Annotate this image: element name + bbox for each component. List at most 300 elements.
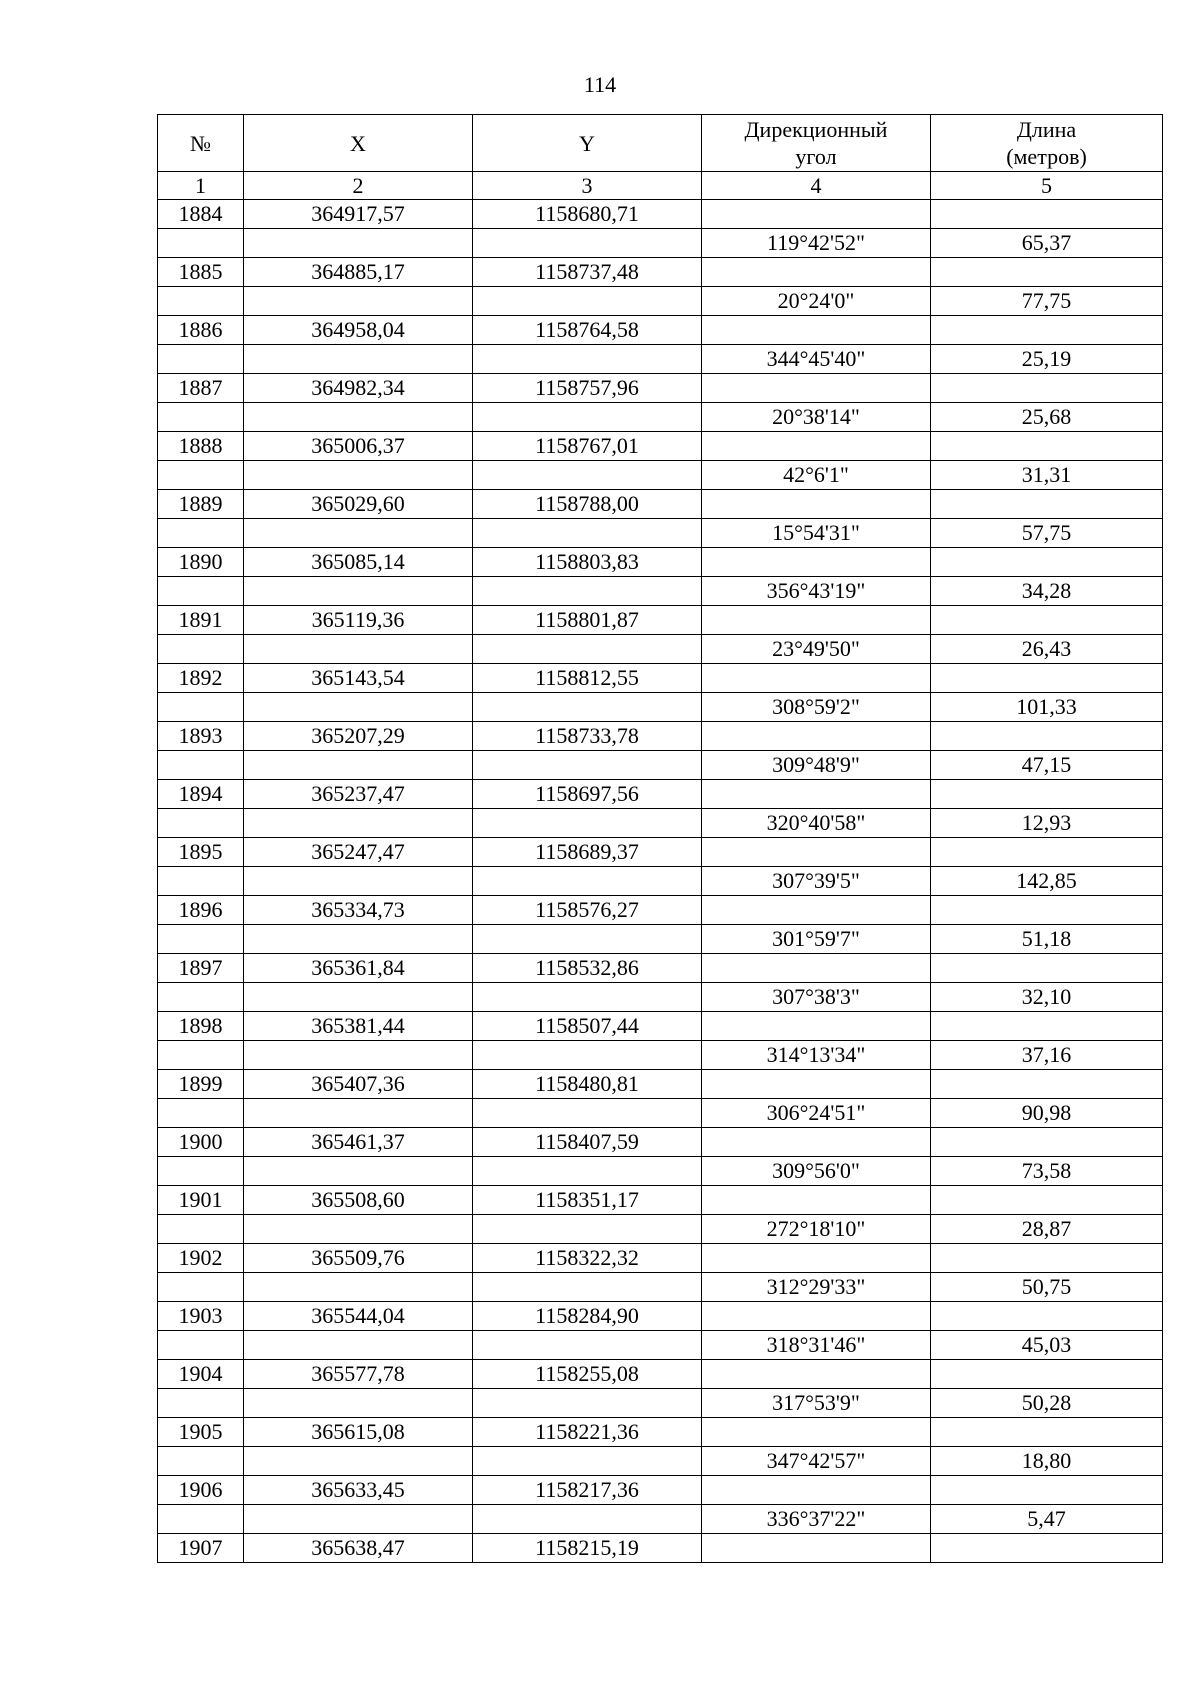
cell-x: 365544,04 xyxy=(244,1302,473,1331)
cell-x xyxy=(244,1331,473,1360)
cell-length: 37,16 xyxy=(931,1041,1163,1070)
cell-length xyxy=(931,1534,1163,1563)
cell-y: 1158801,87 xyxy=(473,606,702,635)
cell-point-number xyxy=(158,1215,244,1244)
table-row xyxy=(158,896,1163,925)
cell-point-number: 1897 xyxy=(158,954,244,983)
cell-direction-angle xyxy=(702,1244,931,1273)
cell-length xyxy=(931,200,1163,229)
cell-point-number: 1889 xyxy=(158,490,244,519)
table-row xyxy=(158,577,1163,606)
cell-x: 365615,08 xyxy=(244,1418,473,1447)
cell-direction-angle: 347°42'57" xyxy=(702,1447,931,1476)
cell-y xyxy=(473,925,702,954)
table-row xyxy=(158,1244,1163,1273)
cell-point-number: 1905 xyxy=(158,1418,244,1447)
cell-x: 365143,54 xyxy=(244,664,473,693)
cell-y: 1158788,00 xyxy=(473,490,702,519)
table-row xyxy=(158,693,1163,722)
table-row xyxy=(158,548,1163,577)
table-row xyxy=(158,374,1163,403)
cell-point-number: 1904 xyxy=(158,1360,244,1389)
cell-y: 1158697,56 xyxy=(473,780,702,809)
cell-point-number: 1894 xyxy=(158,780,244,809)
header-direction-angle-line2: угол xyxy=(795,144,837,169)
cell-x: 365508,60 xyxy=(244,1186,473,1215)
table-row xyxy=(158,432,1163,461)
cell-y xyxy=(473,1505,702,1534)
cell-x: 365577,78 xyxy=(244,1360,473,1389)
cell-length xyxy=(931,316,1163,345)
cell-point-number xyxy=(158,229,244,258)
cell-x xyxy=(244,693,473,722)
cell-x xyxy=(244,983,473,1012)
cell-direction-angle xyxy=(702,1302,931,1331)
table-row xyxy=(158,200,1163,229)
cell-direction-angle: 320°40'58" xyxy=(702,809,931,838)
cell-direction-angle: 344°45'40" xyxy=(702,345,931,374)
header-length xyxy=(931,115,1163,172)
cell-point-number: 1887 xyxy=(158,374,244,403)
table-row xyxy=(158,1128,1163,1157)
cell-direction-angle: 317°53'9" xyxy=(702,1389,931,1418)
cell-y xyxy=(473,403,702,432)
cell-point-number: 1900 xyxy=(158,1128,244,1157)
cell-x: 365207,29 xyxy=(244,722,473,751)
cell-y: 1158407,59 xyxy=(473,1128,702,1157)
cell-y: 1158221,36 xyxy=(473,1418,702,1447)
cell-length xyxy=(931,432,1163,461)
cell-direction-angle: 309°56'0" xyxy=(702,1157,931,1186)
table-row xyxy=(158,1418,1163,1447)
cell-x: 365633,45 xyxy=(244,1476,473,1505)
cell-y xyxy=(473,1215,702,1244)
cell-direction-angle xyxy=(702,780,931,809)
table-row xyxy=(158,954,1163,983)
cell-y xyxy=(473,519,702,548)
cell-length: 90,98 xyxy=(931,1099,1163,1128)
cell-direction-angle xyxy=(702,664,931,693)
cell-point-number xyxy=(158,461,244,490)
cell-y: 1158351,17 xyxy=(473,1186,702,1215)
cell-y xyxy=(473,635,702,664)
table-row xyxy=(158,1012,1163,1041)
table-row xyxy=(158,461,1163,490)
cell-x: 365119,36 xyxy=(244,606,473,635)
cell-direction-angle xyxy=(702,1360,931,1389)
cell-x: 365247,47 xyxy=(244,838,473,867)
table-row xyxy=(158,867,1163,896)
table-row xyxy=(158,1273,1163,1302)
cell-y xyxy=(473,577,702,606)
cell-point-number xyxy=(158,809,244,838)
cell-length xyxy=(931,1128,1163,1157)
cell-x: 365381,44 xyxy=(244,1012,473,1041)
cell-direction-angle: 312°29'33" xyxy=(702,1273,931,1302)
cell-direction-angle: 119°42'52" xyxy=(702,229,931,258)
table-row xyxy=(158,1099,1163,1128)
table-row xyxy=(158,1360,1163,1389)
cell-point-number: 1885 xyxy=(158,258,244,287)
page-number: 114 xyxy=(583,72,617,97)
header-row xyxy=(158,115,1163,172)
cell-direction-angle xyxy=(702,954,931,983)
cell-length: 45,03 xyxy=(931,1331,1163,1360)
cell-x xyxy=(244,577,473,606)
table-row xyxy=(158,229,1163,258)
cell-y: 1158284,90 xyxy=(473,1302,702,1331)
cell-direction-angle xyxy=(702,1186,931,1215)
cell-x: 365334,73 xyxy=(244,896,473,925)
cell-x xyxy=(244,1099,473,1128)
table-row xyxy=(158,606,1163,635)
cell-point-number xyxy=(158,635,244,664)
cell-y xyxy=(473,1447,702,1476)
table-row xyxy=(158,490,1163,519)
cell-direction-angle xyxy=(702,374,931,403)
cell-length: 77,75 xyxy=(931,287,1163,316)
cell-direction-angle: 309°48'9" xyxy=(702,751,931,780)
cell-x: 365006,37 xyxy=(244,432,473,461)
header-x: X xyxy=(244,115,473,172)
cell-x xyxy=(244,635,473,664)
table-row xyxy=(158,1215,1163,1244)
cell-x: 365461,37 xyxy=(244,1128,473,1157)
cell-length xyxy=(931,606,1163,635)
cell-length xyxy=(931,664,1163,693)
table-row xyxy=(158,809,1163,838)
table-row xyxy=(158,1389,1163,1418)
cell-direction-angle xyxy=(702,838,931,867)
table-row xyxy=(158,519,1163,548)
cell-y xyxy=(473,461,702,490)
cell-length: 57,75 xyxy=(931,519,1163,548)
cell-direction-angle xyxy=(702,432,931,461)
cell-y: 1158764,58 xyxy=(473,316,702,345)
cell-x: 365361,84 xyxy=(244,954,473,983)
cell-direction-angle: 306°24'51" xyxy=(702,1099,931,1128)
cell-point-number: 1890 xyxy=(158,548,244,577)
header-direction-angle xyxy=(702,115,931,172)
cell-x xyxy=(244,519,473,548)
cell-direction-angle xyxy=(702,548,931,577)
cell-point-number: 1893 xyxy=(158,722,244,751)
cell-length: 25,19 xyxy=(931,345,1163,374)
cell-x: 364982,34 xyxy=(244,374,473,403)
cell-direction-angle: 23°49'50" xyxy=(702,635,931,664)
column-number: 4 xyxy=(702,172,931,200)
cell-point-number xyxy=(158,867,244,896)
cell-y xyxy=(473,867,702,896)
cell-point-number xyxy=(158,519,244,548)
cell-direction-angle: 42°6'1" xyxy=(702,461,931,490)
table-row xyxy=(158,403,1163,432)
table-row xyxy=(158,345,1163,374)
column-number: 3 xyxy=(473,172,702,200)
cell-length: 50,28 xyxy=(931,1389,1163,1418)
table-row xyxy=(158,1534,1163,1563)
cell-length: 28,87 xyxy=(931,1215,1163,1244)
cell-x: 365085,14 xyxy=(244,548,473,577)
cell-length xyxy=(931,1012,1163,1041)
cell-length xyxy=(931,1186,1163,1215)
cell-point-number: 1892 xyxy=(158,664,244,693)
table-row xyxy=(158,925,1163,954)
cell-direction-angle xyxy=(702,606,931,635)
cell-y xyxy=(473,751,702,780)
cell-y xyxy=(473,983,702,1012)
cell-x xyxy=(244,229,473,258)
cell-point-number: 1907 xyxy=(158,1534,244,1563)
cell-length: 73,58 xyxy=(931,1157,1163,1186)
cell-x xyxy=(244,809,473,838)
header-length-line1: Длина xyxy=(1016,117,1077,142)
cell-x xyxy=(244,1505,473,1534)
cell-point-number xyxy=(158,1041,244,1070)
cell-direction-angle xyxy=(702,258,931,287)
cell-y: 1158767,01 xyxy=(473,432,702,461)
cell-length: 51,18 xyxy=(931,925,1163,954)
cell-length: 50,75 xyxy=(931,1273,1163,1302)
cell-y: 1158757,96 xyxy=(473,374,702,403)
cell-x xyxy=(244,287,473,316)
cell-point-number xyxy=(158,983,244,1012)
cell-direction-angle: 318°31'46" xyxy=(702,1331,931,1360)
table-row xyxy=(158,1476,1163,1505)
cell-y xyxy=(473,1157,702,1186)
cell-point-number: 1895 xyxy=(158,838,244,867)
cell-point-number xyxy=(158,1389,244,1418)
cell-point-number xyxy=(158,287,244,316)
coordinates-table xyxy=(157,114,1163,1563)
cell-y: 1158480,81 xyxy=(473,1070,702,1099)
cell-y xyxy=(473,1389,702,1418)
cell-point-number xyxy=(158,403,244,432)
cell-x xyxy=(244,925,473,954)
table-row xyxy=(158,1302,1163,1331)
cell-length: 47,15 xyxy=(931,751,1163,780)
cell-direction-angle: 356°43'19" xyxy=(702,577,931,606)
cell-y xyxy=(473,693,702,722)
cell-y: 1158803,83 xyxy=(473,548,702,577)
cell-x: 365407,36 xyxy=(244,1070,473,1099)
cell-direction-angle xyxy=(702,1128,931,1157)
table-row xyxy=(158,983,1163,1012)
cell-length: 65,37 xyxy=(931,229,1163,258)
table-row xyxy=(158,258,1163,287)
cell-point-number xyxy=(158,1447,244,1476)
cell-x xyxy=(244,403,473,432)
cell-y: 1158255,08 xyxy=(473,1360,702,1389)
cell-y: 1158680,71 xyxy=(473,200,702,229)
cell-length: 25,68 xyxy=(931,403,1163,432)
cell-y xyxy=(473,287,702,316)
cell-y: 1158812,55 xyxy=(473,664,702,693)
cell-length xyxy=(931,548,1163,577)
cell-x xyxy=(244,1157,473,1186)
cell-y: 1158689,37 xyxy=(473,838,702,867)
cell-length xyxy=(931,1070,1163,1099)
cell-direction-angle xyxy=(702,490,931,519)
cell-x xyxy=(244,1389,473,1418)
table-row xyxy=(158,1447,1163,1476)
cell-y xyxy=(473,1099,702,1128)
cell-point-number: 1903 xyxy=(158,1302,244,1331)
cell-y: 1158215,19 xyxy=(473,1534,702,1563)
cell-y xyxy=(473,229,702,258)
cell-x xyxy=(244,1273,473,1302)
cell-y xyxy=(473,1331,702,1360)
cell-length: 31,31 xyxy=(931,461,1163,490)
cell-point-number: 1896 xyxy=(158,896,244,925)
cell-y: 1158217,36 xyxy=(473,1476,702,1505)
table-row xyxy=(158,1186,1163,1215)
cell-point-number xyxy=(158,1099,244,1128)
table-row xyxy=(158,1070,1163,1099)
cell-y xyxy=(473,1041,702,1070)
cell-y xyxy=(473,345,702,374)
cell-length: 26,43 xyxy=(931,635,1163,664)
cell-x: 365638,47 xyxy=(244,1534,473,1563)
cell-point-number xyxy=(158,345,244,374)
cell-x: 365029,60 xyxy=(244,490,473,519)
table-row xyxy=(158,1041,1163,1070)
cell-length xyxy=(931,1476,1163,1505)
table-row xyxy=(158,751,1163,780)
table-header xyxy=(158,115,1163,200)
table-body xyxy=(158,200,1163,1563)
cell-x: 364885,17 xyxy=(244,258,473,287)
cell-x xyxy=(244,345,473,374)
cell-y xyxy=(473,809,702,838)
cell-direction-angle xyxy=(702,1070,931,1099)
cell-point-number xyxy=(158,1331,244,1360)
cell-x xyxy=(244,751,473,780)
cell-length: 5,47 xyxy=(931,1505,1163,1534)
table-row xyxy=(158,1331,1163,1360)
cell-length: 34,28 xyxy=(931,577,1163,606)
table-row xyxy=(158,1505,1163,1534)
cell-length xyxy=(931,374,1163,403)
cell-length xyxy=(931,1418,1163,1447)
cell-point-number xyxy=(158,1273,244,1302)
cell-point-number xyxy=(158,925,244,954)
cell-direction-angle xyxy=(702,1012,931,1041)
table-row xyxy=(158,838,1163,867)
cell-length xyxy=(931,258,1163,287)
header-number: № xyxy=(158,115,244,172)
cell-x: 365237,47 xyxy=(244,780,473,809)
cell-point-number: 1884 xyxy=(158,200,244,229)
cell-length xyxy=(931,1302,1163,1331)
cell-length xyxy=(931,954,1163,983)
cell-length xyxy=(931,1360,1163,1389)
cell-direction-angle xyxy=(702,316,931,345)
header-y: Y xyxy=(473,115,702,172)
column-number: 5 xyxy=(931,172,1163,200)
cell-x: 364958,04 xyxy=(244,316,473,345)
cell-length xyxy=(931,490,1163,519)
cell-y xyxy=(473,1273,702,1302)
table-row xyxy=(158,664,1163,693)
cell-y: 1158507,44 xyxy=(473,1012,702,1041)
cell-y: 1158733,78 xyxy=(473,722,702,751)
cell-direction-angle: 307°39'5" xyxy=(702,867,931,896)
cell-point-number: 1901 xyxy=(158,1186,244,1215)
cell-direction-angle: 20°24'0" xyxy=(702,287,931,316)
cell-direction-angle: 301°59'7" xyxy=(702,925,931,954)
cell-point-number: 1886 xyxy=(158,316,244,345)
cell-direction-angle xyxy=(702,1418,931,1447)
cell-x xyxy=(244,1215,473,1244)
cell-point-number: 1906 xyxy=(158,1476,244,1505)
cell-direction-angle: 15°54'31" xyxy=(702,519,931,548)
cell-point-number: 1899 xyxy=(158,1070,244,1099)
cell-direction-angle: 307°38'3" xyxy=(702,983,931,1012)
cell-direction-angle: 314°13'34" xyxy=(702,1041,931,1070)
cell-x xyxy=(244,867,473,896)
cell-length: 101,33 xyxy=(931,693,1163,722)
cell-y: 1158532,86 xyxy=(473,954,702,983)
cell-x: 365509,76 xyxy=(244,1244,473,1273)
cell-point-number xyxy=(158,751,244,780)
cell-x xyxy=(244,1041,473,1070)
cell-direction-angle xyxy=(702,1476,931,1505)
cell-y: 1158737,48 xyxy=(473,258,702,287)
cell-direction-angle: 308°59'2" xyxy=(702,693,931,722)
cell-y: 1158576,27 xyxy=(473,896,702,925)
cell-point-number: 1898 xyxy=(158,1012,244,1041)
column-number: 1 xyxy=(158,172,244,200)
cell-length: 32,10 xyxy=(931,983,1163,1012)
table-row xyxy=(158,722,1163,751)
table-row xyxy=(158,316,1163,345)
cell-length xyxy=(931,1244,1163,1273)
cell-length: 142,85 xyxy=(931,867,1163,896)
cell-direction-angle xyxy=(702,896,931,925)
cell-length xyxy=(931,722,1163,751)
cell-length: 18,80 xyxy=(931,1447,1163,1476)
cell-point-number: 1888 xyxy=(158,432,244,461)
cell-point-number xyxy=(158,693,244,722)
column-number-row xyxy=(158,172,1163,200)
cell-y: 1158322,32 xyxy=(473,1244,702,1273)
cell-direction-angle xyxy=(702,1534,931,1563)
table-row xyxy=(158,287,1163,316)
table-row xyxy=(158,1157,1163,1186)
cell-point-number: 1891 xyxy=(158,606,244,635)
cell-direction-angle xyxy=(702,200,931,229)
cell-point-number xyxy=(158,1505,244,1534)
cell-x: 364917,57 xyxy=(244,200,473,229)
cell-length: 12,93 xyxy=(931,809,1163,838)
cell-x xyxy=(244,461,473,490)
cell-point-number xyxy=(158,1157,244,1186)
cell-length xyxy=(931,780,1163,809)
table-row xyxy=(158,780,1163,809)
column-number: 2 xyxy=(244,172,473,200)
cell-point-number: 1902 xyxy=(158,1244,244,1273)
cell-x xyxy=(244,1447,473,1476)
cell-direction-angle: 272°18'10" xyxy=(702,1215,931,1244)
cell-length xyxy=(931,838,1163,867)
header-direction-angle-line1: Дирекционный xyxy=(744,117,888,142)
table-row xyxy=(158,635,1163,664)
cell-direction-angle: 336°37'22" xyxy=(702,1505,931,1534)
cell-point-number xyxy=(158,577,244,606)
cell-direction-angle xyxy=(702,722,931,751)
header-length-line2: (метров) xyxy=(1006,144,1087,169)
